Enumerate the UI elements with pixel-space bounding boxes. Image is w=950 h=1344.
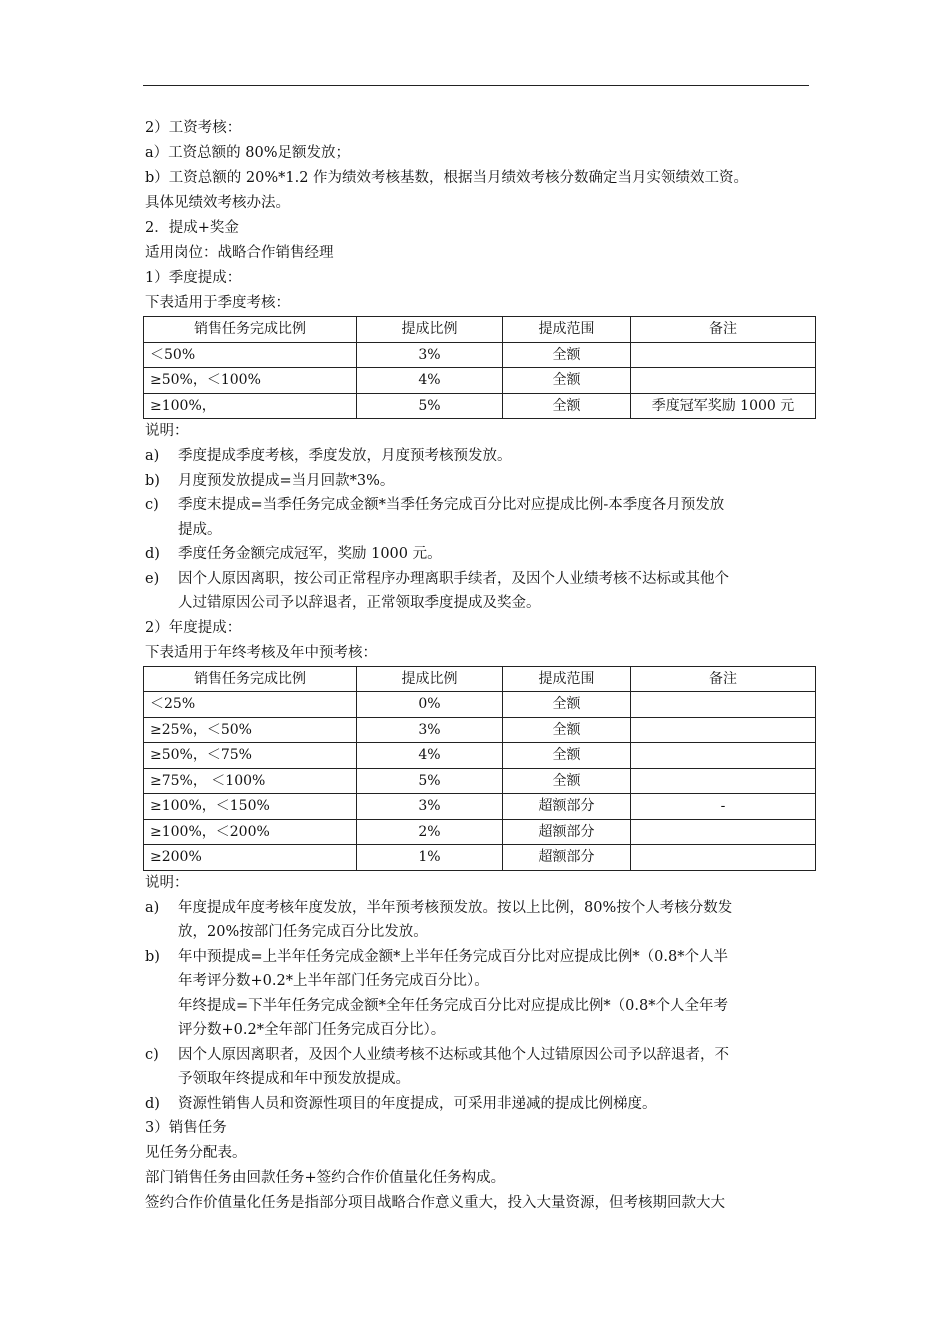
header-cell: 销售任务完成比例 <box>144 317 357 343</box>
notes-title: 说明： <box>145 874 189 891</box>
list-marker: b) <box>145 472 160 489</box>
table-row <box>144 368 816 394</box>
subsection-heading: 3）销售任务 <box>145 1120 227 1136</box>
table-cell: 3% <box>357 717 503 743</box>
list-marker: d) <box>145 1095 160 1112</box>
table-cell: ＜25% <box>144 692 357 718</box>
table-cell <box>631 717 816 743</box>
list-text: 季度提成季度考核，季度发放，月度预考核预发放。 <box>178 448 512 464</box>
list-text: 人过错原因公司予以辞退者，正常领取季度提成及奖金。 <box>178 595 541 611</box>
list-marker: c) <box>145 497 159 513</box>
list-text: 因个人原因离职者，及因个人业绩考核不达标或其他个人过错原因公司予以辞退者，不 <box>178 1046 729 1063</box>
table-cell: ≥50%，＜75% <box>144 743 357 769</box>
table-cell <box>631 819 816 845</box>
annual-notes-list <box>145 896 815 1117</box>
list-marker: b) <box>145 948 160 965</box>
table-cell: 全额 <box>503 368 631 394</box>
list-item <box>145 1092 815 1117</box>
table-cell: 5% <box>357 768 503 794</box>
table-cell: 超额部分 <box>503 845 631 871</box>
table-intro: 下表适用于年终考核及年中预考核： <box>145 644 377 661</box>
list-item <box>145 469 815 494</box>
header-cell: 提成范围 <box>503 317 631 343</box>
subsection-heading: 1）季度提成： <box>145 270 242 286</box>
bottom-paragraphs <box>145 1116 815 1216</box>
list-text: 年终提成=下半年任务完成金额*全年任务完成百分比对应提成比例*（0.8*个人全年考 <box>178 997 728 1014</box>
list-item <box>145 493 815 542</box>
list-item <box>145 444 815 469</box>
table-row <box>144 794 816 820</box>
list-text: 季度任务金额完成冠军，奖励 1000 元。 <box>178 546 442 562</box>
table-cell: 3% <box>357 794 503 820</box>
table-cell <box>631 845 816 871</box>
header-cell: 销售任务完成比例 <box>144 666 357 692</box>
text-line: 具体见绩效考核办法。 <box>145 195 290 211</box>
quarter-commission-table <box>143 316 816 419</box>
text-line: a）工资总额的 80%足额发放； <box>145 145 350 161</box>
list-marker: a) <box>145 899 160 916</box>
table-cell <box>631 768 816 794</box>
text-line: 适用岗位：战略合作销售经理 <box>145 245 334 261</box>
list-item <box>145 945 815 1043</box>
header-cell: 备注 <box>631 317 816 343</box>
list-text: 提成。 <box>178 521 222 538</box>
table-cell: 全额 <box>503 717 631 743</box>
text-line: 2）工资考核： <box>145 120 242 136</box>
list-marker: a) <box>145 448 160 464</box>
table-cell: 全额 <box>503 768 631 794</box>
table-header-row <box>144 317 816 343</box>
notes-title: 说明： <box>145 423 189 439</box>
table-cell: ≥25%，＜50% <box>144 717 357 743</box>
table-cell <box>631 342 816 368</box>
table-cell: 全额 <box>503 692 631 718</box>
list-text: 资源性销售人员和资源性项目的年度提成，可采用非递减的提成比例梯度。 <box>178 1095 657 1112</box>
header-cell: 备注 <box>631 666 816 692</box>
top-paragraphs <box>145 116 815 316</box>
table-row <box>144 717 816 743</box>
list-item <box>145 1043 815 1092</box>
list-text: 年考评分数+0.2*上半年部门任务完成百分比）。 <box>178 973 489 989</box>
table-cell: 季度冠军奖励 1000 元 <box>631 393 816 419</box>
subsection-heading: 2）年度提成： <box>145 619 242 636</box>
table-cell: 5% <box>357 393 503 419</box>
table-cell: 2% <box>357 819 503 845</box>
header-rule <box>143 85 809 86</box>
table-row <box>144 819 816 845</box>
annual-commission-table <box>143 666 816 871</box>
table-cell: ＜50% <box>144 342 357 368</box>
table-cell: 全额 <box>503 393 631 419</box>
table-row <box>144 393 816 419</box>
section-heading: 2．提成+奖金 <box>145 220 239 236</box>
list-text: 放，20%按部门任务完成百分比发放。 <box>178 924 428 940</box>
document-body <box>145 116 815 1216</box>
list-text: 季度末提成=当季任务完成金额*当季任务完成百分比对应提成比例-本季度各月预发放 <box>178 497 725 513</box>
list-item <box>145 542 815 567</box>
table-cell: 1% <box>357 845 503 871</box>
table-cell: ≥50%，＜100% <box>144 368 357 394</box>
table-cell <box>631 743 816 769</box>
table-intro: 下表适用于季度考核： <box>145 295 290 311</box>
list-text: 年度提成年度考核年度发放，半年预考核预发放。按以上比例，80%按个人考核分数发 <box>178 899 733 916</box>
table-cell: ≥200% <box>144 845 357 871</box>
table-cell: ≥100%，＜150% <box>144 794 357 820</box>
text-line: b）工资总额的 20%*1.2 作为绩效考核基数，根据当月绩效考核分数确定当月实领绩效工资。 <box>145 170 749 186</box>
header-cell: 提成范围 <box>503 666 631 692</box>
table-cell: 0% <box>357 692 503 718</box>
table-cell <box>631 692 816 718</box>
table-cell: 超额部分 <box>503 794 631 820</box>
list-text: 予领取年终提成和年中预发放提成。 <box>178 1071 410 1087</box>
list-item <box>145 567 815 616</box>
table-cell <box>631 368 816 394</box>
text-line: 签约合作价值量化任务是指部分项目战略合作意义重大，投入大量资源，但考核期回款大大 <box>145 1195 725 1211</box>
table-cell: 全额 <box>503 743 631 769</box>
list-marker: e) <box>145 570 160 587</box>
table-row <box>144 342 816 368</box>
table-row <box>144 743 816 769</box>
list-text: 因个人原因离职，按公司正常程序办理离职手续者，及因个人业绩考核不达标或其他个 <box>178 570 729 587</box>
list-item <box>145 896 815 945</box>
header-cell: 提成比例 <box>357 317 503 343</box>
table-cell: 全额 <box>503 342 631 368</box>
text-line: 见任务分配表。 <box>145 1145 247 1161</box>
table-cell: ≥75%， ＜100% <box>144 768 357 794</box>
list-text: 年中预提成=上半年任务完成金额*上半年任务完成百分比对应提成比例*（0.8*个人半 <box>178 948 728 965</box>
text-line: 部门销售任务由回款任务+签约合作价值量化任务构成。 <box>145 1170 506 1186</box>
table-cell: 4% <box>357 743 503 769</box>
table-cell: 超额部分 <box>503 819 631 845</box>
table-row <box>144 768 816 794</box>
list-marker: c) <box>145 1046 159 1063</box>
list-marker: d) <box>145 546 160 562</box>
table-row <box>144 845 816 871</box>
table-cell: - <box>631 794 816 820</box>
table-cell: ≥100%， <box>144 393 357 419</box>
table-cell: ≥100%，＜200% <box>144 819 357 845</box>
table-cell: 3% <box>357 342 503 368</box>
header-cell: 提成比例 <box>357 666 503 692</box>
table-header-row <box>144 666 816 692</box>
table-row <box>144 692 816 718</box>
list-text: 月度预发放提成=当月回款*3%。 <box>178 472 395 489</box>
list-text: 评分数+0.2*全年部门任务完成百分比）。 <box>178 1022 446 1038</box>
quarter-notes-list <box>145 444 815 616</box>
table-cell: 4% <box>357 368 503 394</box>
